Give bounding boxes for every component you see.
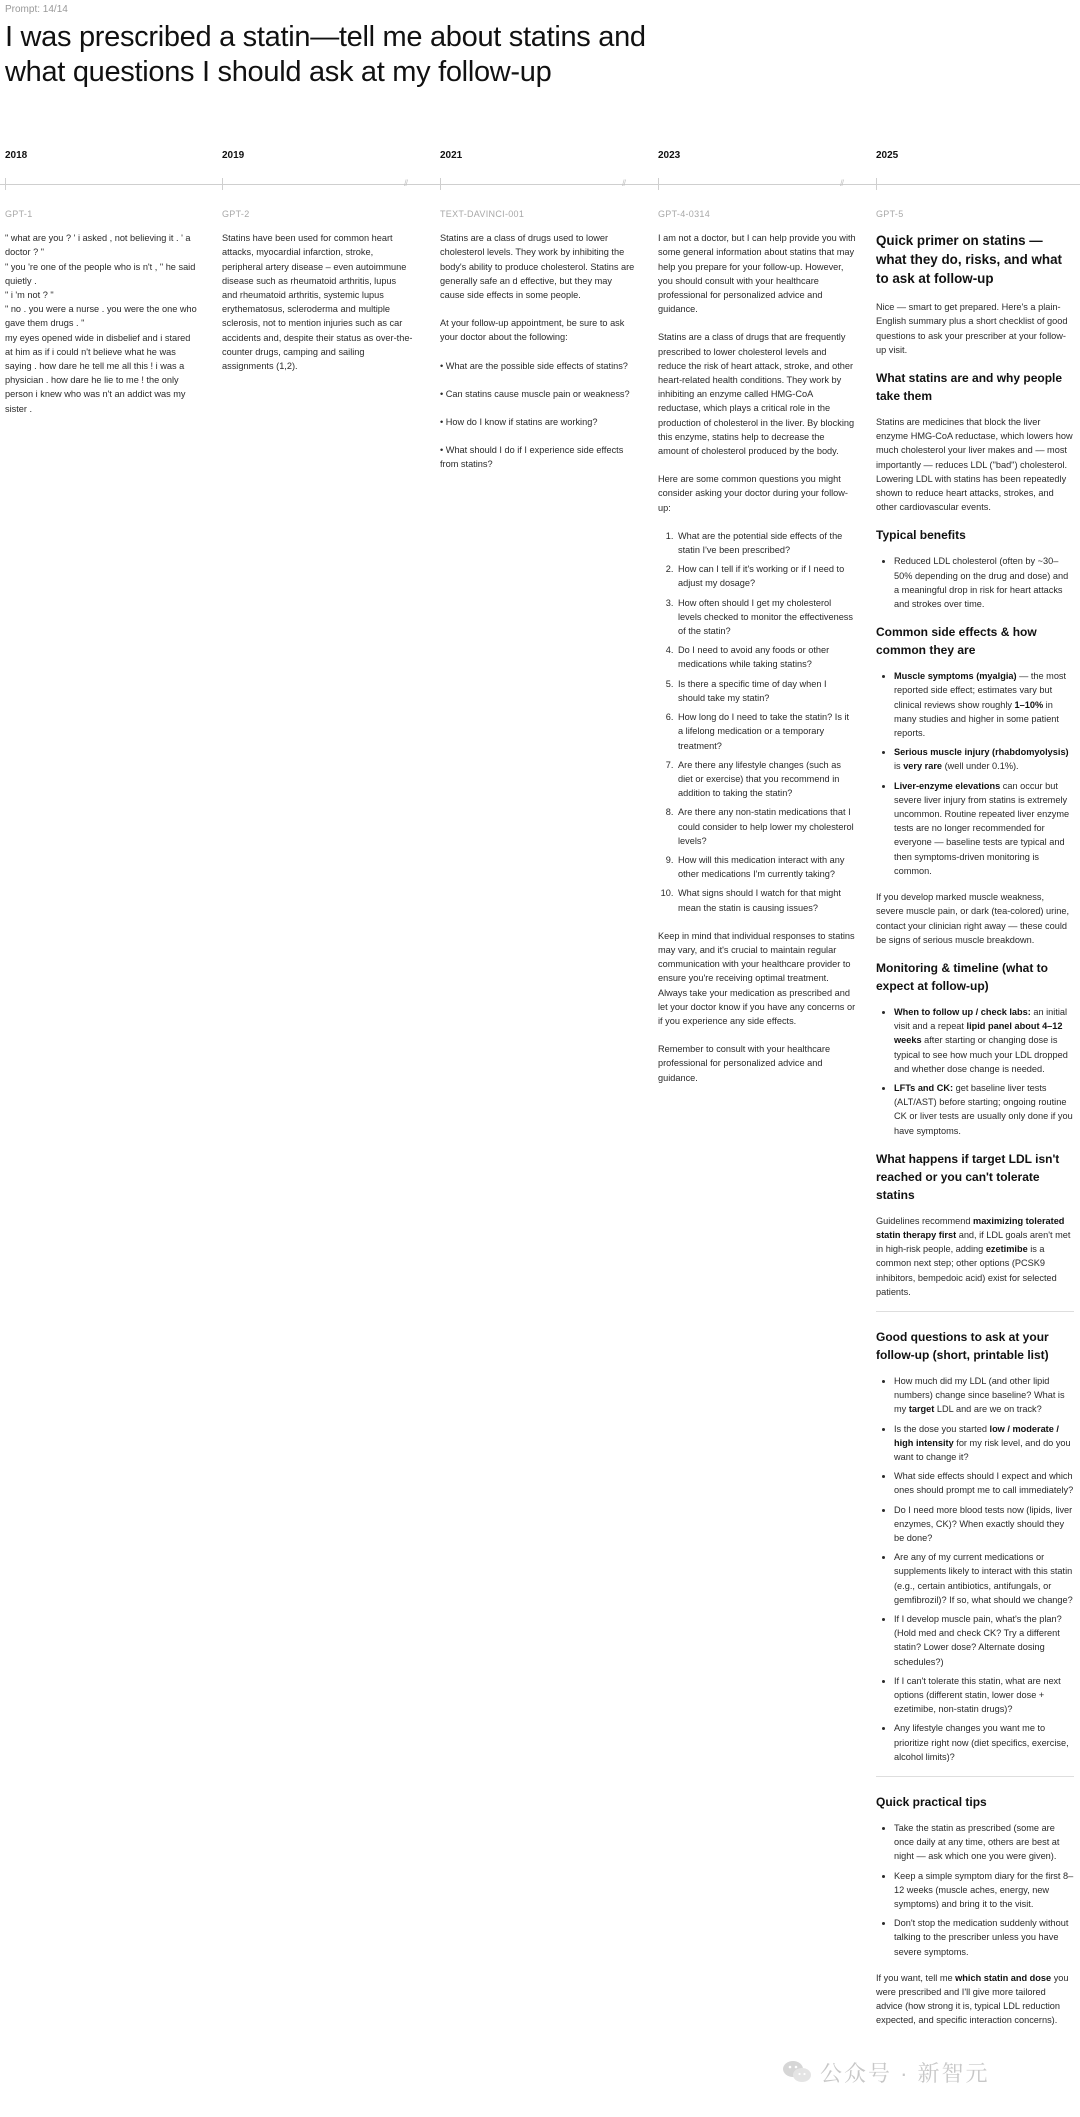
timeline-break-icon: //	[404, 178, 408, 188]
column-gpt2	[222, 207, 414, 387]
model-label: TEXT-DAVINCI-001	[440, 209, 525, 219]
list-item: • LFTs and CK: get baseline liver tests (ALT/AST) before starting; ongoing routine CK or liver tests are usually only done if you have symptoms.	[894, 1081, 1074, 1138]
response-text: Statins have been used for common heart attacks, myocardial infarction, stroke, peripheral artery disease – even autoimmune disease such as rheumatoid arthritis, lupus and rheumatoid arthritis, systemic lupus erythematosus, scleroderma and multiple sclerosis, not to mention injuries such as car accidents and, despite their status as over-the-counter drugs, camping and sailing assignments (1,2).	[222, 233, 413, 372]
response-paragraph: Statins are a class of drugs that are frequently prescribed to lower cholesterol levels and reduce the risk of heart attack, stroke, and other heart-related health conditions. They work by inhibiting an enzyme called HMG-CoA reductase, which plays a critical role in the production of cholesterol in the liver. By blocking this enzyme, statins help to decrease the amount of cholesterol produced by the body.	[658, 332, 855, 457]
list-item: • Take the statin as prescribed (some are once daily at any time, others are best at night — ask which one you were given).	[894, 1821, 1074, 1864]
section-paragraph: Guidelines recommend maximizing tolerated statin therapy first and, if LDL goals aren't met in high-risk people, adding ezetimibe is a common next step; other options (PCSK9 inhibitors, bempedoic acid) exist for selected patients.	[876, 1215, 1071, 1297]
list-item: • Are any of my current medications or supplements likely to interact with this statin (e.g., certain antibiotics, antifungals, or gemfibrozil)? If so, what should we change?	[894, 1550, 1074, 1607]
question-item: • What should I do if I experience side effects from statins?	[440, 445, 624, 470]
column-davinci	[440, 207, 635, 486]
timeline-tick	[440, 178, 441, 190]
list-item: • Is the dose you started low / moderate / high intensity for my risk level, and do you want to change it?	[894, 1422, 1074, 1465]
wechat-icon	[782, 2059, 812, 2085]
timeline-tick	[222, 178, 223, 190]
page-title: I was prescribed a statin—tell me about statins and what questions I should ask at my follow-up	[5, 21, 646, 88]
section-paragraph: Lowering LDL with statins has been repeatedly shown to reduce heart attacks, strokes, and other cardiovascular events.	[876, 473, 1067, 513]
list-item: 2. How can I tell if it's working or if I need to adjust my dosage?	[676, 562, 856, 590]
list-item: 5. Is there a specific time of day when I should take my statin?	[676, 677, 856, 705]
year-2023: 2023	[658, 150, 681, 161]
year-2018: 2018	[5, 150, 28, 161]
section-title: Quick practical tips	[876, 1795, 987, 1810]
list-item: • Muscle symptoms (myalgia) — the most reported side effect; estimates vary but clinical reviews show roughly 1–10% in many studies and higher in some patient reports.	[894, 669, 1074, 740]
question-item: • Can statins cause muscle pain or weakness?	[440, 388, 630, 399]
list-item: 9. How will this medication interact with any other medications I'm currently taking?	[676, 853, 856, 881]
list-item: • Keep a simple symptom diary for the first 8–12 weeks (muscle aches, energy, new symptoms) and bring it to the visit.	[894, 1869, 1074, 1912]
question-item: • How do I know if statins are working?	[440, 417, 598, 428]
list-item: • Reduced LDL cholesterol (often by ~30–50% depending on the drug and dose) and a meaningful drop in risk for heart attacks and strokes over time.	[894, 554, 1074, 611]
list-item: 6. How long do I need to take the statin? Is it a lifelong medication or a temporary treatment?	[676, 710, 856, 753]
section-title: What statins are and why people take them	[876, 371, 1063, 404]
list-item: • If I can't tolerate this statin, what are next options (different statin, lower dose + ezetimibe, non-statin drugs)?	[894, 1674, 1074, 1717]
section-title: Good questions to ask at your follow-up (short, printable list)	[876, 1329, 1049, 1362]
bullet-list	[876, 1374, 1074, 1764]
list-item: • Don't stop the medication suddenly without talking to the prescriber unless you have severe symptoms.	[894, 1916, 1074, 1959]
response-intro: Statins are a class of drugs used to lower cholesterol levels. They work by inhibiting the body's ability to produce cholesterol. Statins are generally safe an d effective, but they may cause side effects in some people.	[440, 233, 635, 301]
list-item: • Any lifestyle changes you want me to prioritize right now (diet specifics, exercise, alcohol limits)?	[894, 1721, 1074, 1764]
list-item: 3. How often should I get my cholesterol levels checked to monitor the effectiveness of the statin?	[676, 596, 856, 639]
list-item: • When to follow up / check labs: an initial visit and a repeat lipid panel about 4–12 weeks after starting or changing dose is typical to see how much your LDL dropped and whether dose change is needed.	[894, 1005, 1074, 1076]
list-item: • Do I need more blood tests now (lipids, liver enzymes, CK)? When exactly should they be done?	[894, 1503, 1074, 1546]
watermark-text: 公众号 · 新智元	[820, 2060, 990, 2086]
list-item: • If I develop muscle pain, what's the plan? (Hold med and check CK? Try a different statin? Lower dose? Alternate dosing schedules?)	[894, 1612, 1074, 1669]
list-item: • Serious muscle injury (rhabdomyolysis) is very rare (well under 0.1%).	[894, 745, 1074, 773]
response-paragraph: Keep in mind that individual responses to statins may vary, and it's crucial to maintain regular communication with your healthcare provider to ensure you're receiving optimal treatment. Always take your medication as prescribed and let your doctor know if you have any concerns or if you experience any side effects.	[658, 930, 856, 1026]
section-title: What happens if target LDL isn't reached or you can't tolerate statins	[876, 1151, 1060, 1202]
column-gpt1	[5, 207, 197, 416]
bullet-list	[876, 554, 1074, 611]
list-item: • How much did my LDL (and other lipid numbers) change since baseline? What is my target LDL and are we on track?	[894, 1374, 1074, 1417]
section-paragraph: Statins are medicines that block the liver enzyme HMG-CoA reductase, which lowers how much cholesterol your liver makes and — most importantly — reduces LDL ("bad") cholesterol.	[876, 417, 1073, 470]
response-paragraph: Remember to consult with your healthcare professional for personalized advice and guidance.	[658, 1044, 831, 1083]
model-label: GPT-5	[876, 209, 904, 219]
response-lead: At your follow-up appointment, be sure to ask your doctor about the following:	[440, 318, 625, 343]
column-gpt5	[876, 207, 1074, 2040]
prompt-label: Prompt: 14/14	[5, 4, 68, 15]
timeline-tick	[876, 178, 877, 190]
timeline-tick	[658, 178, 659, 190]
section-title: Monitoring & timeline (what to expect at follow-up)	[876, 960, 1048, 993]
timeline-break-icon: //	[840, 178, 844, 188]
list-item: 1. What are the potential side effects of the statin I've been prescribed?	[676, 529, 856, 557]
list-item: • Liver-enzyme elevations can occur but severe liver injury from statins is extremely uncommon. Routine repeated liver enzyme tests are no longer recommended for everyone — baseline tests are typical and then symptoms-driven monitoring is common.	[894, 779, 1074, 878]
response-line: " i 'm not ? "	[5, 290, 54, 301]
list-item: • What side effects should I expect and which ones should prompt me to call immediately?	[894, 1469, 1074, 1497]
response-line: " you 're one of the people who is n't , " he said quietly .	[5, 261, 196, 286]
timeline-break-icon: //	[622, 178, 626, 188]
timeline-axis	[0, 184, 1080, 185]
divider	[876, 1311, 1074, 1312]
model-label: GPT-4-0314	[658, 209, 711, 219]
question-item: • What are the possible side effects of statins?	[440, 360, 628, 371]
closing-paragraph: If you want, tell me which statin and dose you were prescribed and I'll give more tailored advice (how strong it is, typical LDL reduction expected, and specific interaction concerns).	[876, 1972, 1069, 2026]
section-paragraph: If you develop marked muscle weakness, severe muscle pain, or dark (tea-colored) urine, contact your clinician right away — these could be signs of serious muscle breakdown.	[876, 892, 1070, 945]
response-paragraph: I am not a doctor, but I can help provide you with some general information about statins that may help you prepare for your follow-up. However, you should consult with your healthcare professional for personalized advice and guidance.	[658, 233, 856, 315]
timeline-tick	[5, 178, 6, 190]
list-item: 4. Do I need to avoid any foods or other medications while taking statins?	[676, 643, 856, 671]
bullet-list	[876, 669, 1074, 878]
model-label: GPT-2	[222, 209, 250, 219]
year-2021: 2021	[440, 150, 463, 161]
column-gpt4	[658, 207, 856, 1099]
list-item: 7. Are there any lifestyle changes (such as diet or exercise) that you recommend in addition to taking the statin?	[676, 758, 856, 801]
question-list	[658, 529, 856, 915]
response-line: " no . you were a nurse . you were the one who gave them drugs . "	[5, 304, 197, 329]
response-line: my eyes opened wide in disbelief and i stared at him as if i could n't believe what he was saying . how dare he tell me all this ! i was a physician . how dare he lie to me ! the only person i knew who was n't an addict was my sister .	[5, 332, 191, 414]
divider	[876, 1776, 1074, 1777]
watermark	[782, 2055, 1072, 2089]
timeline	[0, 150, 1080, 190]
section-title: Typical benefits	[876, 528, 966, 543]
list-item: 8. Are there any non-statin medications that I could consider to help lower my cholesterol levels?	[676, 805, 856, 848]
response-line: " what are you ? ' i asked , not believing it . ' a doctor ? "	[5, 233, 191, 258]
year-2025: 2025	[876, 150, 899, 161]
bullet-list	[876, 1005, 1074, 1138]
response-heading: Quick primer on statins — what they do, risks, and what to ask at follow-up	[876, 233, 1063, 287]
response-paragraph: Here are some common questions you might consider asking your doctor during your follow-up:	[658, 474, 848, 513]
year-2019: 2019	[222, 150, 245, 161]
list-item: 10. What signs should I watch for that might mean the statin is causing issues?	[676, 886, 856, 914]
section-title: Common side effects & how common they are	[876, 625, 1037, 658]
model-label: GPT-1	[5, 209, 33, 219]
response-intro: Nice — smart to get prepared. Here's a plain-English summary plus a short checklist of good questions to ask your prescriber at your follow-up visit.	[876, 302, 1068, 355]
bullet-list	[876, 1821, 1074, 1959]
